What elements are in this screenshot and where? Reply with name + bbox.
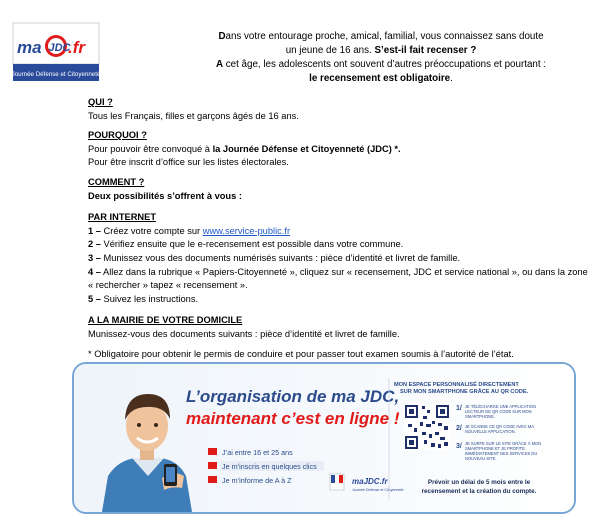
step-number: 1 –: [88, 225, 101, 236]
step-text: Allez dans la rubrique « Papiers-Citoyenneté », cliquez sur « recensement, JDC et service national », ou dans la zone « rechercher » tapez « recensement ».: [88, 266, 588, 291]
click-icon: [208, 462, 217, 469]
qr-step-2-line-2: NOUVELLE APPLICATION.: [465, 429, 516, 434]
svg-text:.fr: .fr: [68, 38, 85, 57]
heading-internet: PAR INTERNET: [88, 212, 157, 223]
qr-code[interactable]: [404, 404, 450, 450]
calendar-icon: [208, 448, 217, 455]
step-number: 3 –: [88, 252, 101, 263]
intro-line-2: un jeune de 16 ans.: [285, 45, 375, 56]
qr-step-1-line-1: JE TÉLÉCHARGE UNE APPLICATION: [465, 404, 537, 409]
step-text: Suivez les instructions.: [100, 293, 199, 304]
internet-step-4: [88, 266, 588, 293]
banner-headline-2: maintenant c’est en ligne !: [186, 409, 400, 428]
qr-step-3-line-1: JE SURFE SUR LE SITE GRÂCE À MON: [465, 441, 542, 446]
info-icon: [208, 476, 217, 483]
qr-step-3-line-4: NOUVEAU SITE.: [465, 456, 497, 461]
step-text: Vérifiez ensuite que le e-recensement est possible dans votre commune.: [100, 239, 404, 250]
svg-text:JDC: JDC: [48, 42, 71, 54]
banner-item-1: J’ai entre 16 et 25 ans: [222, 448, 293, 457]
main-content: [88, 96, 588, 361]
pourquoi-jdc: la Journée Défense et Citoyenneté (JDC) *.: [212, 143, 401, 154]
qr-title-1: MON ESPACE PERSONNALISÉ DIRECTEMENT: [394, 382, 519, 388]
qr-step-1-line-3: SMARTPHONE.: [465, 414, 495, 419]
footnote: * Obligatoire pour obtenir le permis de conduire et pour passer tout examen soumis à l’autorité de l’état.: [88, 348, 514, 359]
intro-line-1: ans votre entourage proche, amical, familial, vous connaissez sans doute: [225, 31, 544, 42]
jdc-banner: [72, 362, 576, 514]
mairie-text: Munissez-vous des documents suivants : pièce d’identité et livret de famille.: [88, 328, 400, 339]
heading-qui: QUI ?: [88, 97, 113, 107]
majdc-logo: [12, 22, 100, 82]
qr-step-2-number: 2/: [456, 425, 462, 432]
qr-step-1-line-2: LECTEUR DE QR CODE SUR MON: [465, 409, 532, 414]
intro-line-3: cet âge, les adolescents ont souvent d’autres préoccupations et pourtant :: [223, 59, 547, 70]
qr-step-3-line-2: SMARTPHONE ET JE PROFITE: [465, 446, 525, 451]
pourquoi-pre: Pour pouvoir être convoqué à: [88, 143, 213, 154]
banner-footer-1: Prévoir un délai de 5 mois entre le: [427, 479, 531, 486]
internet-step-3: [88, 252, 588, 266]
pourquoi-line-2: Pour être inscrit d’office sur les listes électorales.: [88, 157, 289, 168]
intro-dropcap: D: [218, 31, 226, 42]
pourquoi-line-1: [88, 143, 588, 157]
banner-logo-text: maJDC.fr: [352, 477, 388, 486]
comment-sub: Deux possibilités s’offrent à vous :: [88, 190, 242, 201]
intro-question: S’est-il fait recenser ?: [374, 45, 477, 56]
qr-title-2: SUR MON SMARTPHONE GRÂCE AU QR CODE.: [400, 389, 529, 395]
internet-step-5: [88, 293, 588, 307]
step-number: 5 –: [88, 293, 101, 304]
banner-graphic: [74, 364, 574, 512]
banner-footer-2: recensement et la création du compte.: [421, 488, 537, 495]
service-public-link[interactable]: www.service-public.fr: [202, 225, 291, 236]
intro-dropcap-2: A: [215, 59, 224, 70]
intro-obligation: le recensement est obligatoire: [309, 73, 451, 84]
banner-logo-sub: Journée Défense et Citoyenneté: [352, 488, 404, 492]
svg-text:ma: ma: [17, 38, 42, 57]
step-text: Munissez vous des documents numérisés suivants : pièce d’identité et livret de famille.: [100, 252, 461, 263]
banner-item-2: Je m’inscris en quelques clics: [222, 462, 317, 471]
banner-headline-1: L’organisation de ma JDC,: [186, 387, 400, 406]
heading-mairie: A LA MAIRIE DE VOTRE DOMICILE: [88, 315, 243, 326]
internet-step-1: [88, 225, 588, 239]
heading-pourquoi: POURQUOI ?: [88, 130, 147, 141]
qr-step-3-number: 3/: [456, 443, 462, 450]
banner-item-3: Je m’informe de A à Z: [222, 476, 292, 485]
step-number: 2 –: [88, 239, 101, 250]
qr-step-3-line-3: IMMÉDIATEMENT DES SERVICES DU: [465, 451, 538, 456]
logo-subtitle: Journée Défense et Citoyenneté: [12, 71, 100, 78]
intro-period: .: [450, 73, 453, 84]
qr-step-2-line-1: JE SCANNE CE QR CODE AVEC MA: [465, 424, 535, 429]
heading-comment: COMMENT ?: [88, 176, 145, 187]
qr-step-1-number: 1/: [456, 405, 462, 412]
internet-step-2: [88, 238, 588, 252]
step-number: 4 –: [88, 266, 101, 277]
intro-paragraph: [186, 30, 576, 86]
qui-text: Tous les Français, filles et garçons âgés de 16 ans.: [88, 110, 299, 121]
step-text: Créez votre compte sur: [100, 225, 203, 236]
